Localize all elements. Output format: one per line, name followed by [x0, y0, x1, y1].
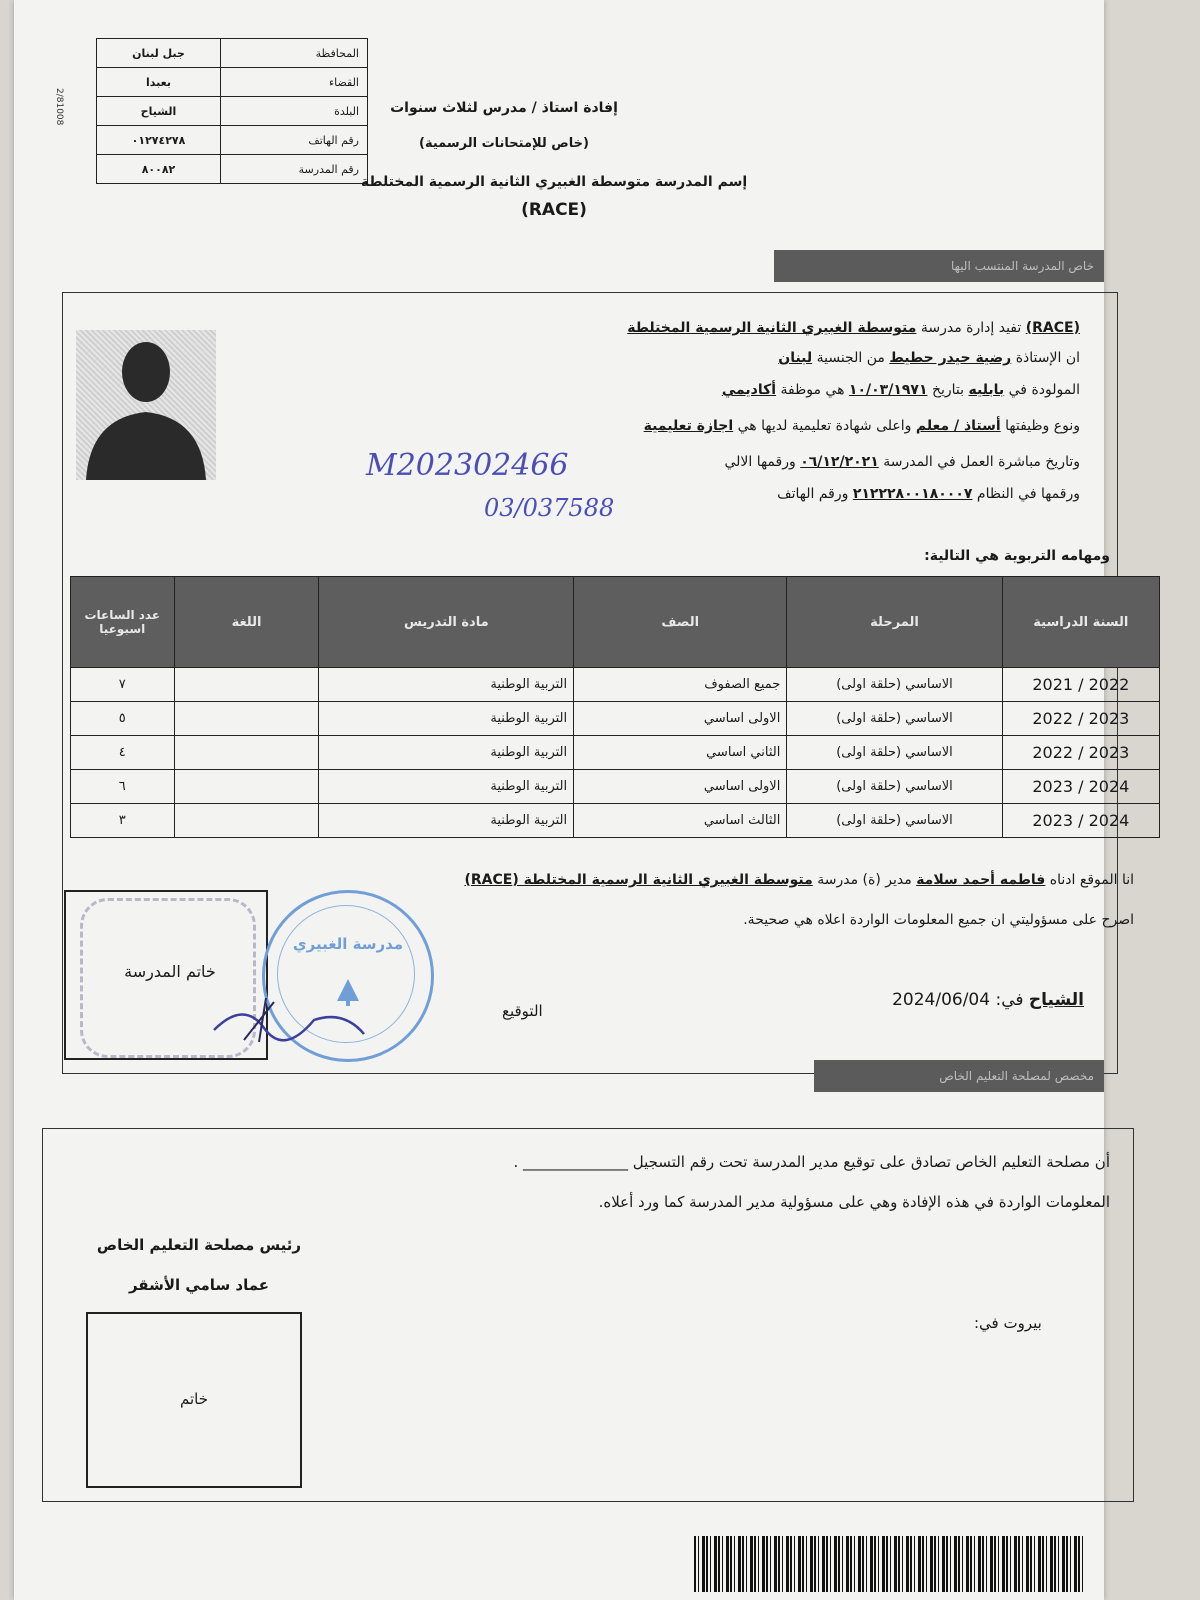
system-number: ٢١٢٢٢٨٠٠١٨٠٠٠٧ [852, 486, 973, 502]
info-value: ٨٠٠٨٢ [97, 155, 221, 184]
col-header: اللغة [174, 577, 319, 668]
handwritten-phone: 03/037588 [484, 494, 615, 522]
approval-line-2: المعلومات الواردة في هذه الإفادة وهي على مسؤولية مدير المدرسة كما ورد أعلاه. [598, 1193, 1110, 1211]
cell-language [174, 770, 319, 804]
cell-year: 2023 / 2024 [1002, 770, 1159, 804]
info-label: البلدة [221, 97, 368, 126]
cell-hours: ٣ [71, 804, 175, 838]
info-label: المحافظة [221, 39, 368, 68]
declaration-line-2 [778, 348, 1080, 368]
official-stamp-box [86, 1312, 302, 1488]
info-label: رقم الهاتف [221, 126, 368, 155]
cell-subject: التربية الوطنية [319, 804, 574, 838]
cell-subject: التربية الوطنية [319, 736, 574, 770]
employment-type: أكاديمي [721, 382, 777, 398]
nationality: لبنان [778, 350, 813, 366]
cell-hours: ٥ [71, 702, 175, 736]
col-header: عدد الساعات اسبوعيا [71, 577, 175, 668]
teacher-photo [76, 330, 216, 480]
declaration-line-1 [627, 318, 1080, 338]
col-header: مادة التدريس [319, 577, 574, 668]
title-line-1: إفادة استاذ / مدرس لثلاث سنوات [390, 100, 618, 116]
table-row [97, 39, 368, 68]
col-header: السنة الدراسية [1002, 577, 1159, 668]
approval-line-1: أن مصلحة التعليم الخاص تصادق على توقيع مدير المدرسة تحت رقم التسجيل ______________ . [513, 1153, 1110, 1171]
declaration-line-4 [644, 416, 1080, 436]
section-band-school: خاص المدرسة المنتسب اليها [774, 250, 1104, 282]
declaration-line-5 [724, 452, 1080, 472]
job-type: أستاذ / معلم [915, 418, 1001, 434]
cell-class: الثالث اساسي [574, 804, 787, 838]
section-band-private-education: مخصص لمصلحة التعليم الخاص [814, 1060, 1104, 1092]
cell-stage: الاساسي (حلقة اولى) [787, 668, 1002, 702]
race-label: (RACE) [521, 200, 587, 220]
school-name: متوسطة الغبيري الثانية الرسمية المختلطة (RACE) [464, 872, 813, 888]
signature-label: التوقيع [502, 1002, 543, 1020]
info-value: ٠١٢٧٤٢٧٨ [97, 126, 221, 155]
declaration-line-6 [777, 484, 1080, 504]
cell-year: 2023 / 2024 [1002, 804, 1159, 838]
info-value: بعبدا [97, 68, 221, 97]
teacher-name: رضية حيدر حطيط [889, 350, 1012, 366]
cell-hours: ٦ [71, 770, 175, 804]
handwritten-id: M202302466 [366, 448, 569, 483]
signer-line-1 [465, 870, 1135, 890]
text: وتاريخ مباشرة العمل في المدرسة [878, 454, 1080, 470]
info-label: القضاء [221, 68, 368, 97]
stamp-box-label: خاتم [179, 1390, 208, 1408]
department-head-name: عماد سامي الأشقر [128, 1276, 270, 1294]
cell-class: الاولى اساسي [574, 702, 787, 736]
text: بتاريخ [927, 382, 969, 398]
table-row [71, 668, 1160, 702]
table-row [71, 736, 1160, 770]
director-name: فاطمه أحمد سلامة [916, 872, 1046, 888]
cell-hours: ٤ [71, 736, 175, 770]
text: ورقم الهاتف [777, 486, 853, 502]
cell-class: الاولى اساسي [574, 770, 787, 804]
col-header: المرحلة [787, 577, 1002, 668]
birth-date: ١٠/٠٣/١٩٧١ [848, 382, 928, 398]
place-date-line [892, 990, 1084, 1010]
cell-year: 2022 / 2023 [1002, 702, 1159, 736]
text: ان الإستاذة [1011, 350, 1080, 366]
text: المولودة في [1004, 382, 1080, 398]
text: ورقمها في النظام [972, 486, 1080, 502]
cell-hours: ٧ [71, 668, 175, 702]
school-name: متوسطة الغبيري الثانية الرسمية المختلطة [627, 320, 917, 336]
cell-language [174, 804, 319, 838]
cell-language [174, 702, 319, 736]
cell-class: جميع الصفوف [574, 668, 787, 702]
col-header: الصف [574, 577, 787, 668]
cell-stage: الاساسي (حلقة اولى) [787, 702, 1002, 736]
cell-stage: الاساسي (حلقة اولى) [787, 804, 1002, 838]
stamp-label: خاتم المدرسة [124, 962, 216, 981]
person-silhouette-icon [76, 330, 216, 480]
cell-language [174, 668, 319, 702]
text: تفيد إدارة مدرسة [916, 320, 1026, 336]
cell-subject: التربية الوطنية [319, 770, 574, 804]
cell-subject: التربية الوطنية [319, 702, 574, 736]
table-row [97, 68, 368, 97]
signer-line-2: اصرح على مسؤوليتي ان جميع المعلومات الواردة اعلاه هي صحيحة. [743, 912, 1134, 928]
text: واعلى شهادة تعليمية لديها هي [733, 418, 916, 434]
school-name-header: إسم المدرسة متوسطة الغبيري الثانية الرسمية المختلطة [360, 174, 748, 190]
barcode [694, 1536, 1084, 1592]
table-row [71, 804, 1160, 838]
birth-place: بابليه [968, 382, 1005, 398]
duties-table [70, 576, 1160, 838]
info-value: الشياح [97, 97, 221, 126]
table-header-row [71, 577, 1160, 668]
text: ونوع وظيفتها [1000, 418, 1080, 434]
beirut-date-label: بيروت في: [974, 1314, 1042, 1332]
text: انا الموقع ادناه [1045, 872, 1134, 888]
cell-subject: التربية الوطنية [319, 668, 574, 702]
table-row [71, 770, 1160, 804]
director-signature [204, 990, 374, 1050]
degree: اجازة تعليمية [643, 418, 734, 434]
place: الشياح [1028, 990, 1084, 1010]
text: في: [990, 990, 1029, 1010]
date: 2024/06/04 [892, 990, 991, 1010]
document-page [14, 0, 1134, 1600]
cell-stage: الاساسي (حلقة اولى) [787, 770, 1002, 804]
text: هي موظفة [776, 382, 849, 398]
cell-class: الثاني اساسي [574, 736, 787, 770]
text: من الجنسية [812, 350, 890, 366]
cell-language [174, 736, 319, 770]
department-head-title: رئيس مصلحة التعليم الخاص [96, 1236, 302, 1254]
text: ورقمها الالي [724, 454, 801, 470]
stamp-text: مدرسة الغبيري [292, 935, 404, 953]
info-value: جبل لبنان [97, 39, 221, 68]
cell-year: 2021 / 2022 [1002, 668, 1159, 702]
cell-stage: الاساسي (حلقة اولى) [787, 736, 1002, 770]
info-label: رقم المدرسة [221, 155, 368, 184]
text: مدير (ة) مدرسة [812, 872, 917, 888]
side-code: 2/81008 [54, 88, 64, 126]
table-row [71, 702, 1160, 736]
race-text: (RACE) [1025, 320, 1080, 336]
start-date: ٠٦/١٢/٢٠٢١ [800, 454, 879, 470]
declaration-line-3 [722, 380, 1080, 400]
title-line-2: (خاص للإمتحانات الرسمية) [419, 136, 589, 151]
duties-title: ومهامه التربوية هي التالية: [924, 548, 1110, 564]
cell-year: 2022 / 2023 [1002, 736, 1159, 770]
